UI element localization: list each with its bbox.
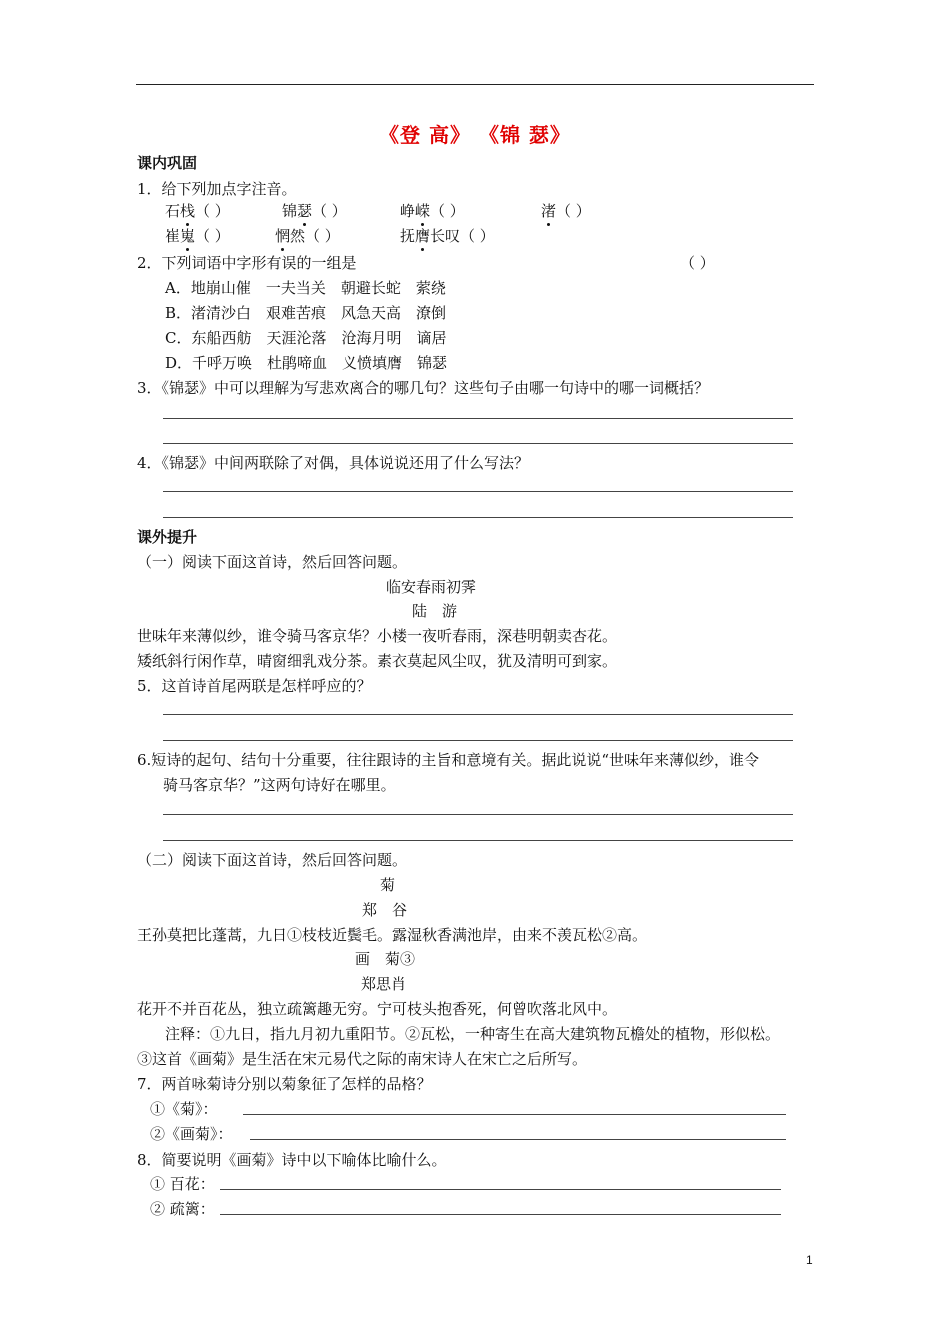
answer-line[interactable]: [163, 714, 793, 715]
poem-author-luyou: 陆 游: [412, 602, 458, 620]
q1-item-cuiwei: 崔嵬（ ）: [165, 227, 230, 245]
question-3-prompt: 3．《锦瑟》中可以理解为写悲欢离合的哪几句？这些句子由哪一句诗中的哪一词概括？: [137, 379, 710, 397]
question-4-prompt: 4．《锦瑟》中间两联除了对偶，具体说说还用了什么写法？: [137, 454, 530, 472]
answer-line[interactable]: [163, 740, 793, 741]
answer-line[interactable]: [163, 840, 793, 841]
poem-author-zhenggu: 郑 谷: [362, 901, 408, 919]
q2-option-c: C．东船西舫 天涯沦落 沧海月明 谪居: [165, 329, 447, 347]
page-title: 《登 高》 《锦 瑟》: [379, 123, 571, 147]
answer-line[interactable]: [220, 1214, 781, 1215]
part-2-intro: （二）阅读下面这首诗，然后回答问题。: [137, 851, 408, 869]
q1-item-jinse: 锦瑟（ ）: [282, 202, 347, 220]
section-heading-extra: 课外提升: [137, 528, 198, 546]
question-1-prompt: 1．给下列加点字注音。: [137, 180, 297, 198]
q2-option-b: B．渚清沙白 艰难苦痕 风急天高 潦倒: [165, 304, 447, 322]
header-rule: [136, 84, 814, 85]
question-6-prompt: 6.短诗的起句、结句十分重要，往往跟诗的主旨和意境有关。据此说说“世味年来薄似纱，谁令: [137, 751, 759, 769]
answer-line[interactable]: [220, 1189, 781, 1190]
q8-label-baihua: ① 百花：: [150, 1175, 215, 1193]
section-heading-in-class: 课内巩固: [137, 154, 198, 172]
page-number: 1: [806, 1253, 813, 1267]
q7-label-ju: ①《菊》：: [150, 1100, 218, 1118]
annotation-note-cont: ③这首《画菊》是生活在宋元易代之际的南宋诗人在宋亡之后所写。: [137, 1050, 588, 1068]
q1-item-shizhan: 石栈（ ）: [165, 202, 230, 220]
dotted-char: 瑟: [297, 202, 313, 220]
question-2-answer-bracket: （ ）: [680, 254, 715, 272]
dotted-char: 嵘: [415, 202, 431, 220]
part-1-intro: （一）阅读下面这首诗，然后回答问题。: [137, 553, 408, 571]
answer-line[interactable]: [243, 1114, 786, 1115]
dotted-char: 膺: [415, 227, 431, 245]
dotted-char: 栈: [180, 202, 196, 220]
question-5-prompt: 5．这首诗首尾两联是怎样呼应的？: [137, 677, 372, 695]
dotted-char: 嵬: [180, 227, 196, 245]
poem-title-ju: 菊: [380, 876, 396, 894]
q1-item-wangran: 惘然（ ）: [275, 227, 340, 245]
poem-line: 王孙莫把比蓬蒿，九日①枝枝近鬓毛。露湿秋香满池岸，由来不羡瓦松②高。: [137, 926, 648, 944]
poem-line: 世味年来薄似纱，谁令骑马客京华？小楼一夜听春雨，深巷明朝卖杏花。: [137, 627, 618, 645]
dotted-char: 惘: [275, 227, 291, 245]
q2-option-d: D．千呼万唤 杜鹃啼血 义愤填膺 锦瑟: [165, 354, 448, 372]
poem-title-huaju: 画 菊③: [355, 950, 416, 968]
q2-option-a: A．地崩山催 一夫当关 朝避长蛇 萦绕: [165, 279, 446, 297]
poem-title-linan: 临安春雨初霁: [386, 578, 477, 596]
answer-line[interactable]: [163, 491, 793, 492]
q1-item-zhengrong: 峥嵘（ ）: [400, 202, 465, 220]
dotted-char: 渚: [541, 202, 557, 220]
question-8-prompt: 8．简要说明《画菊》诗中以下喻体比喻什么。: [137, 1151, 447, 1169]
answer-line[interactable]: [163, 443, 793, 444]
q1-item-fuying: 抚膺长叹（ ）: [400, 227, 495, 245]
poem-author-zhengsixiao: 郑思肖: [361, 975, 407, 993]
poem-line: 花开不并百花丛，独立疏篱趣无穷。宁可枝头抱香死，何曾吹落北风中。: [137, 1000, 618, 1018]
question-7-prompt: 7．两首咏菊诗分别以菊象征了怎样的品格？: [137, 1075, 432, 1093]
answer-line[interactable]: [163, 814, 793, 815]
answer-line[interactable]: [250, 1139, 786, 1140]
annotation-note: 注释：①九日，指九月初九重阳节。②瓦松，一种寄生在高大建筑物瓦檐处的植物，形似松。: [165, 1025, 781, 1043]
answer-line[interactable]: [163, 517, 793, 518]
q7-label-huaju: ②《画菊》：: [150, 1125, 233, 1143]
poem-line: 矮纸斜行闲作草，晴窗细乳戏分茶。素衣莫起风尘叹，犹及清明可到家。: [137, 652, 618, 670]
q1-item-zhu: 渚（ ）: [541, 202, 591, 220]
answer-line[interactable]: [163, 418, 793, 419]
q8-label-shuli: ② 疏篱：: [150, 1200, 215, 1218]
question-6-prompt-cont: 骑马客京华？”这两句诗好在哪里。: [163, 776, 396, 794]
question-2-prompt: 2．下列词语中字形有误的一组是: [137, 254, 357, 272]
